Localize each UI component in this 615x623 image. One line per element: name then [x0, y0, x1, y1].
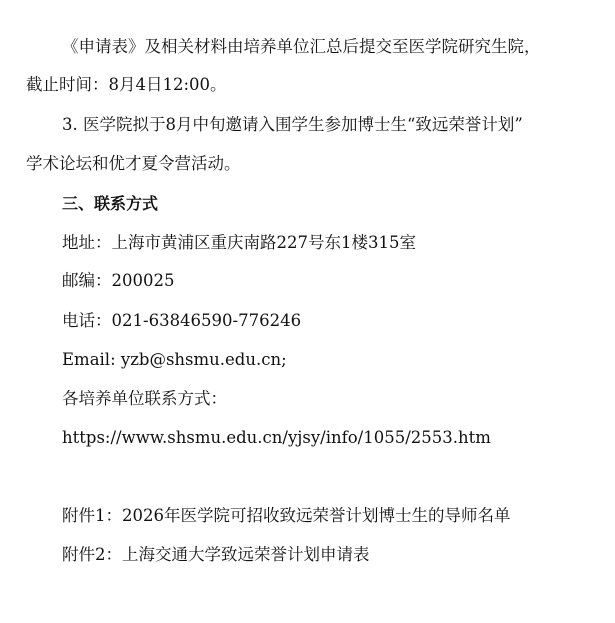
contact-url: https://www.shsmu.edu.cn/yjsy/info/1055/2553.htm: [62, 428, 491, 447]
paragraph-1-line-2: 截止时间：8月4日12:00。: [26, 75, 227, 94]
contact-phone: 电话：021-63846590-776246: [62, 311, 302, 330]
attachment-2: 附件2：上海交通大学致远荣誉计划申请表: [62, 545, 370, 564]
attachment-1: 附件1：2026年医学院可招收致远荣誉计划博士生的导师名单: [62, 506, 511, 525]
contact-email: Email: yzb@shsmu.edu.cn;: [62, 350, 287, 369]
contact-address: 地址：上海市黄浦区重庆南路227号东1楼315室: [62, 233, 416, 252]
paragraph-1-line-1: 《申请表》及相关材料由培养单位汇总后提交至医学院研究生院，: [62, 37, 541, 56]
paragraph-2-line-2: 学术论坛和优才夏令营活动。: [26, 154, 241, 173]
contact-postcode: 邮编：200025: [62, 271, 175, 290]
contact-heading: 三、联系方式: [62, 194, 159, 213]
contact-units-label: 各培养单位联系方式：: [62, 389, 227, 408]
paragraph-2-line-1: 3. 医学院拟于8月中旬邀请入围学生参加博士生“致远荣誉计划”: [62, 115, 523, 134]
